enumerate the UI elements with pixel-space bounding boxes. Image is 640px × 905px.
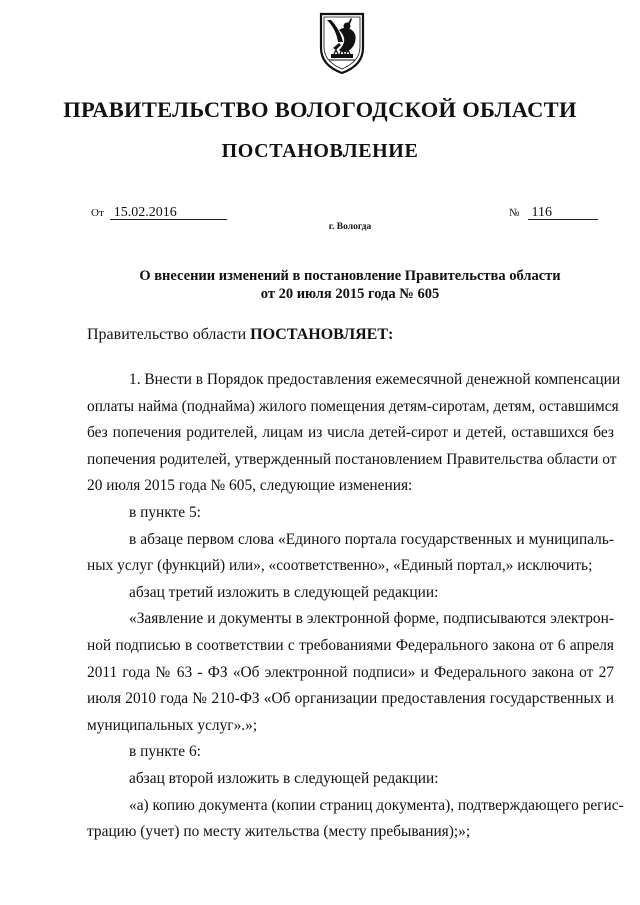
body-line: оплаты найма (поднайма) жилого помещения детям-сиротам, детям, оставшимся [87,397,619,415]
body-line: в пункте 6: [129,743,201,761]
body-line: 20 июля 2015 года № 605, следующие изменения: [87,477,413,495]
document-body [87,370,624,849]
body-line: в пункте 5: [129,503,201,521]
number-value: 116 [528,206,598,220]
preamble-resolution: ПОСТАНОВЛЯЕТ: [250,326,394,343]
city-label: г. Вологда [328,222,372,232]
body-line: абзац второй изложить в следующей редакции: [129,769,439,787]
body-line: трацию (учет) по месту жительства (месту пребывания);»; [87,823,471,841]
body-line: 1. Внести в Порядок предоставления ежемесячной денежной компенсации [129,371,621,388]
date-field [91,205,227,220]
body-line: муниципальных услуг».»; [87,716,258,734]
document-subject [60,267,640,303]
body-line: без попечения родителей, лицам из числа детей-сирот и детей, оставшихся без [87,424,614,442]
vologda-coat-of-arms-icon [319,12,365,74]
body-line: абзац третий изложить в следующей редакции: [129,583,439,601]
body-line: 2011 года № 63 - ФЗ «Об электронной подписи» и Федерального закона от 27 [87,663,614,681]
subject-line-2: от 20 июля 2015 года № 605 [260,286,440,302]
number-prefix: № [509,207,520,219]
preamble-text: Правительство области [87,326,251,343]
body-line: «Заявление и документы в электронной форме, подписываются электрон- [129,610,614,628]
body-line: попечения родителей, утвержденный постановлением Правительства области от [87,450,617,468]
body-line: ной подписью в соответствии с требованиями Федерального закона от 6 апреля [87,636,614,654]
number-field [509,205,598,220]
body-line: ных услуг (функций) или», «соответственно», «Единый портал,» исключить; [87,557,593,575]
date-prefix: От [91,207,104,219]
body-line: июля 2010 года № 210-ФЗ «Об организации предоставления государственных и [87,690,614,708]
body-line: в абзаце первом слова «Единого портала государственных и муниципаль- [129,530,614,548]
preamble [87,326,393,344]
body-line: «а) копию документа (копии страниц документа), подтверждающего регис- [129,796,624,814]
government-title: ПРАВИТЕЛЬСТВО ВОЛОГОДСКОЙ ОБЛАСТИ [63,97,577,122]
date-value: 15.02.2016 [110,206,227,220]
subject-line-1: О внесении изменений в постановление Правительства области [139,268,561,284]
document-type: ПОСТАНОВЛЕНИЕ [221,140,419,162]
